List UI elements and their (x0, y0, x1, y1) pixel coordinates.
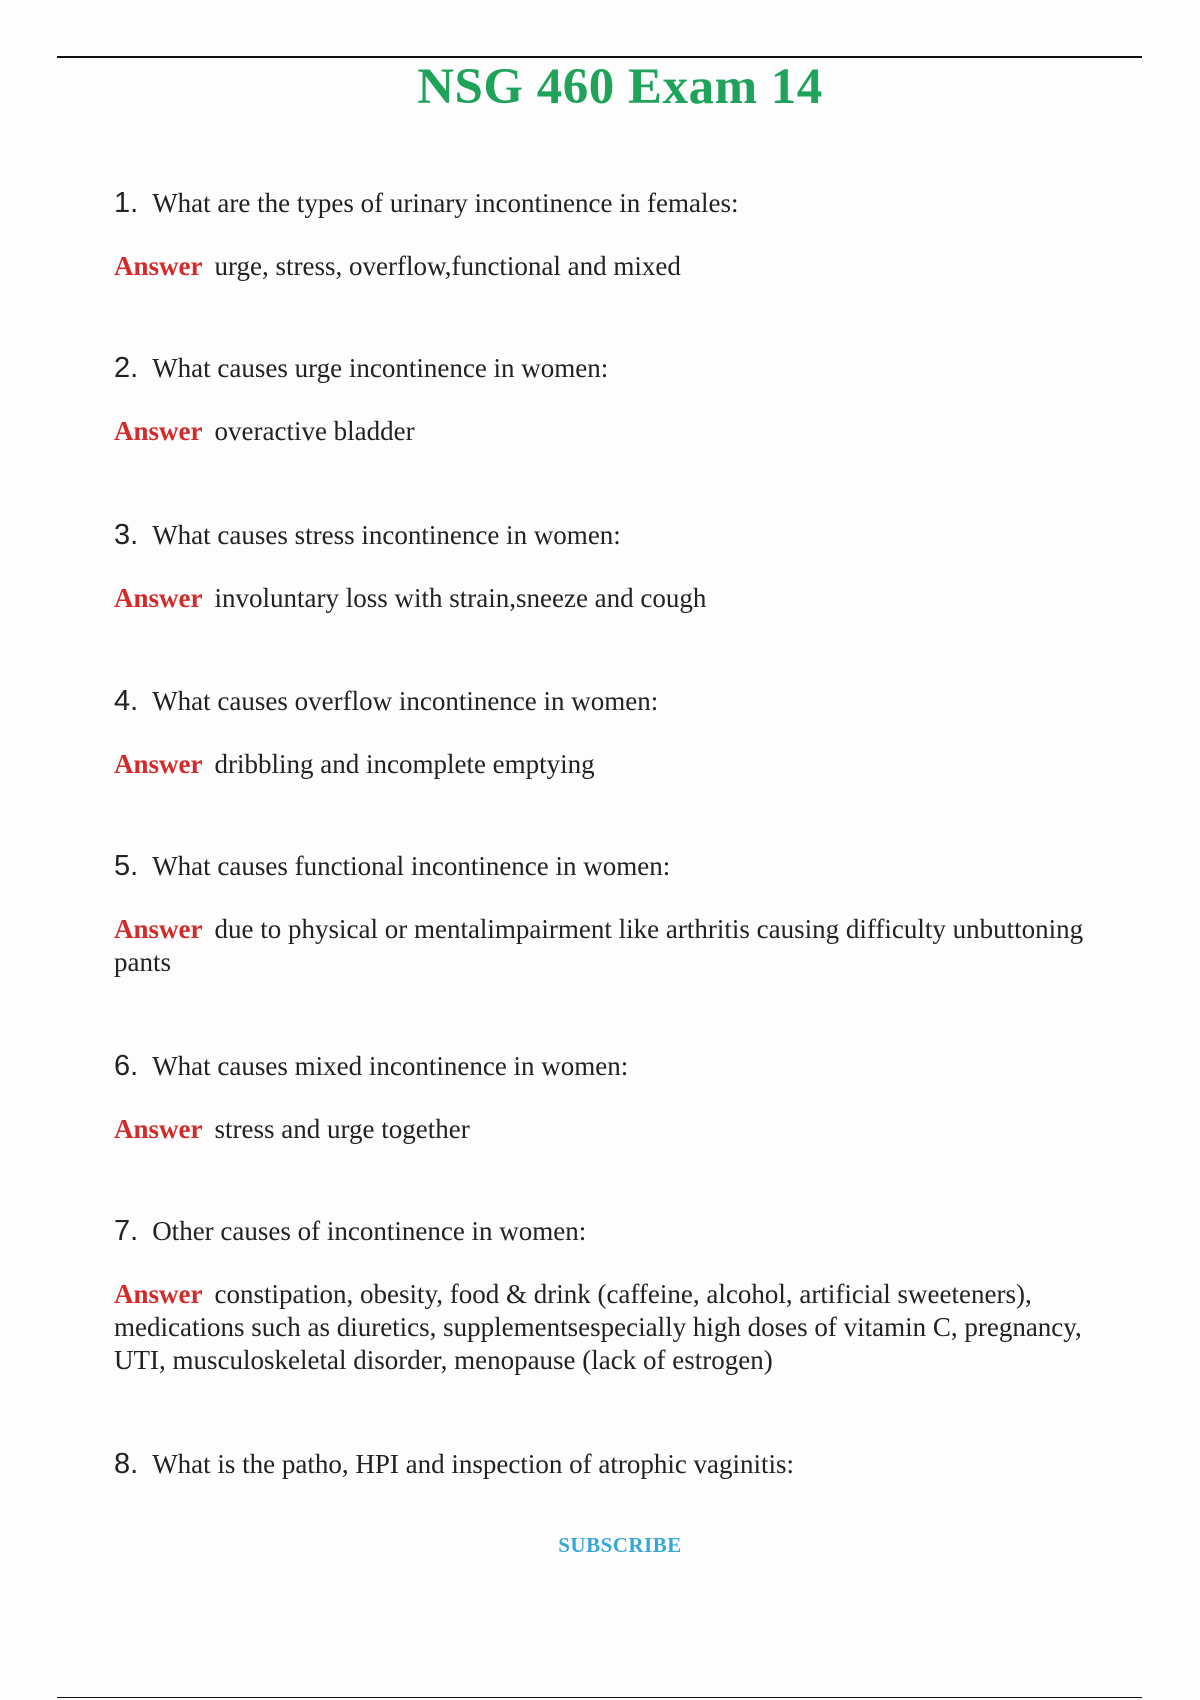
question (114, 1447, 1134, 1481)
qa-item-8 (114, 1447, 1134, 1481)
question-text: What causes urge incontinence in women: (152, 353, 609, 383)
answer (114, 1278, 1134, 1377)
question-number: 2. (114, 352, 139, 384)
question-number: 1. (114, 187, 139, 219)
question-text: Other causes of incontinence in women: (152, 1216, 587, 1246)
question-number: 8. (114, 1448, 139, 1480)
question-number: 4. (114, 685, 139, 717)
answer-label: Answer (114, 416, 203, 446)
answer-label: Answer (114, 251, 203, 281)
answer-label: Answer (114, 914, 203, 944)
page-title: NSG 460 Exam 14 (417, 59, 823, 115)
qa-item-2 (114, 351, 1134, 448)
answer-text: urge, stress, overflow,functional and mixed (214, 251, 681, 281)
question-text: What causes overflow incontinence in women: (152, 686, 659, 716)
answer (114, 250, 1134, 283)
qa-item-5 (114, 849, 1134, 979)
answer (114, 415, 1134, 448)
answer-text: dribbling and incomplete emptying (214, 749, 595, 779)
answer (114, 1113, 1134, 1146)
question-text: What is the patho, HPI and inspection of atrophic vaginitis: (152, 1449, 795, 1479)
subscribe-link[interactable]: SUBSCRIBE (558, 1533, 682, 1557)
answer-text: constipation, obesity, food & drink (caffeine, alcohol, artificial sweeteners), medications such as diuretics, supplementsespecially high doses of vitamin C, pregnancy, UTI, musculoskeletal disorder, menopause (lack of estrogen) (114, 1279, 1082, 1375)
question (114, 186, 1134, 220)
qa-item-3 (114, 518, 1134, 615)
qa-item-6 (114, 1049, 1134, 1146)
question-number: 6. (114, 1050, 139, 1082)
answer-label: Answer (114, 749, 203, 779)
bottom-rule (57, 1697, 1142, 1698)
question-text: What causes functional incontinence in women: (152, 851, 671, 881)
answer (114, 582, 1134, 615)
question (114, 1049, 1134, 1083)
question-number: 3. (114, 519, 139, 551)
qa-item-7 (114, 1214, 1134, 1377)
question (114, 684, 1134, 718)
answer-label: Answer (114, 1279, 203, 1309)
qa-item-4 (114, 684, 1134, 781)
question (114, 1214, 1134, 1248)
question-number: 5. (114, 850, 139, 882)
question (114, 518, 1134, 552)
question-text: What are the types of urinary incontinence in females: (152, 188, 739, 218)
answer-text: due to physical or mentalimpairment like arthritis causing difficulty unbuttoning pants (114, 914, 1084, 977)
answer-text: overactive bladder (214, 416, 415, 446)
answer-text: involuntary loss with strain,sneeze and cough (214, 583, 707, 613)
question-number: 7. (114, 1215, 139, 1247)
answer (114, 748, 1134, 781)
answer-label: Answer (114, 583, 203, 613)
question-text: What causes stress incontinence in women: (152, 520, 621, 550)
question (114, 849, 1134, 883)
answer-text: stress and urge together (214, 1114, 470, 1144)
question (114, 351, 1134, 385)
answer-label: Answer (114, 1114, 203, 1144)
answer (114, 913, 1134, 979)
qa-item-1 (114, 186, 1134, 283)
question-text: What causes mixed incontinence in women: (152, 1051, 629, 1081)
